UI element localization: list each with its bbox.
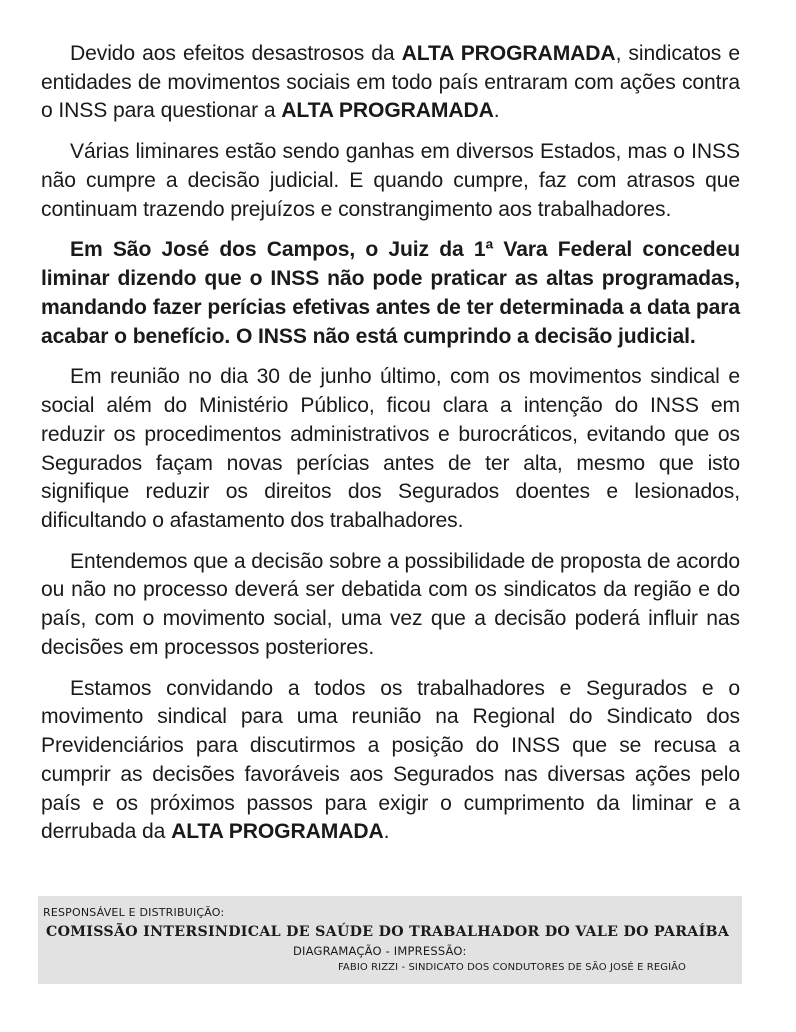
credits-box [38, 896, 742, 984]
text-run: Várias liminares estão sendo ganhas em diversos Estados, mas o INSS não cumpre a decisão judicial. E quando cumpre, faz com atrasos que continuam trazendo prejuízos e constrangimento aos trabalhadores. [41, 140, 740, 221]
text-run: Entendemos que a decisão sobre a possibilidade de proposta de acordo ou não no processo deverá ser debatida com os sindicatos da região e do país, com o movimento social, uma vez que a decisão poderá influir nas decisões em processos posteriores. [41, 549, 740, 659]
bold-text: ALTA PROGRAMADA [281, 99, 494, 123]
text-run: , sindicatos e entidades de movimentos sociais em todo país entraram com ações contra o INSS para questionar a [41, 42, 740, 123]
paragraph [41, 40, 740, 126]
text-run: . [493, 99, 500, 123]
bold-text: ALTA PROGRAMADA [171, 820, 384, 844]
text-run: Em reunião no dia 30 de junho último, com os movimentos sindical e social além do Ministério Público, ficou clara a intenção do INSS em reduzir os procedimentos administrativos e burocráticos, evitando que os Segurados façam novas perícias antes de ter alta, mesmo que isto signifique reduzir os direitos dos Segurados doentes e lesionados, dificultando o afastamento dos trabalhadores. [41, 365, 740, 533]
responsible-label: RESPONSÁVEL E DISTRIBUIÇÃO: [43, 906, 225, 919]
bold-text: Em São José dos Campos, o Juiz da 1ª Vara Federal concedeu liminar dizendo que o INSS não pode praticar as altas programadas, mandando fazer perícias efetivas antes de ter determinada a data para acabar o benefício. O INSS não está cumprindo a decisão judicial. [41, 238, 740, 348]
text-run: Devido aos efeitos desastrosos da [70, 42, 402, 65]
paragraph [41, 675, 740, 847]
paragraph [41, 236, 740, 351]
text-run: Estamos convidando a todos os trabalhadores e Segurados e o movimento sindical para uma reunião na Regional do Sindicato dos Previdenciários para discutirmos a posição do INSS que se recusa a cumprir as decisões favoráveis aos Segurados nas diversas ações pelo país e os próximos passos para exigir o cumprimento da liminar e a derrubada da [41, 676, 740, 844]
bold-text: ALTA PROGRAMADA [401, 42, 616, 65]
layout-label: DIAGRAMAÇÃO - IMPRESSÃO: [293, 944, 467, 958]
committee-name: COMISSÃO INTERSINDICAL DE SAÚDE DO TRABALHADOR DO VALE DO PARAÍBA [46, 924, 730, 940]
paragraph [41, 363, 740, 535]
printer-credit: FABIO RIZZI - SINDICATO DOS CONDUTORES DE SÃO JOSÉ E REGIÃO [338, 962, 686, 973]
paragraph [41, 548, 740, 663]
text-run: . [383, 820, 390, 844]
paragraph [41, 138, 740, 224]
article-body [41, 40, 740, 859]
